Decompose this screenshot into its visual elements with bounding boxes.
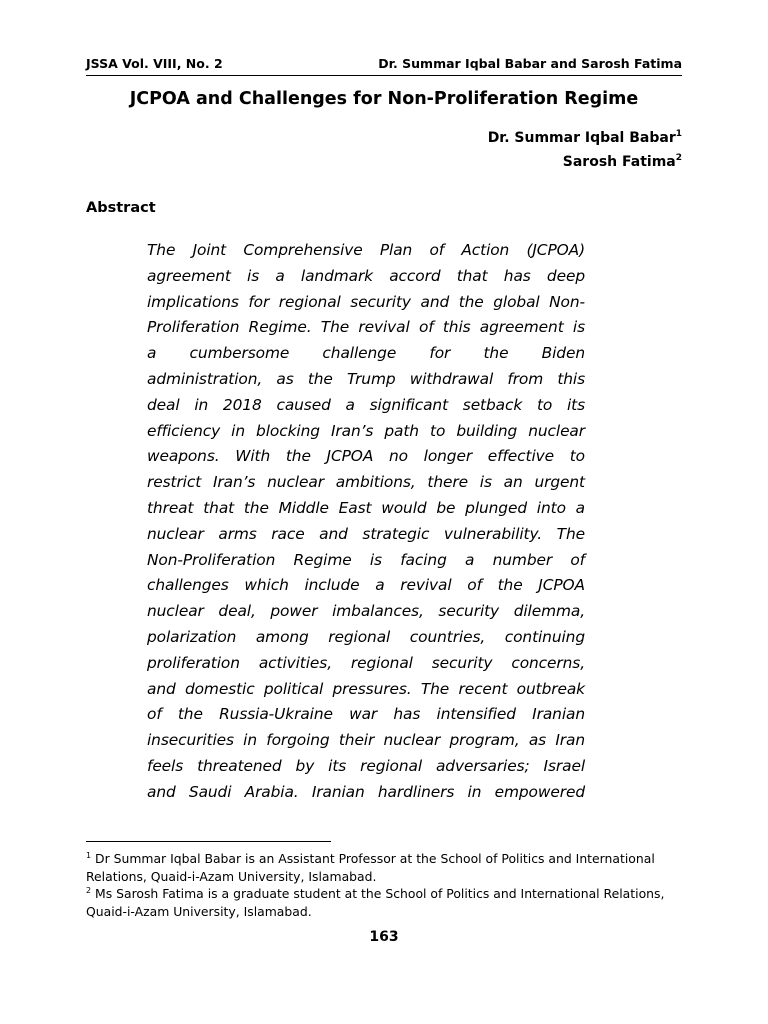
abstract-line: of the Russia-Ukraine war has intensified Iranian — [147, 705, 585, 724]
footnote-1-mark: 1 — [86, 851, 92, 860]
running-head-journal: JSSA Vol. VIII, No. 2 — [86, 56, 223, 71]
footnote-divider — [86, 841, 331, 842]
author-2-name: Sarosh Fatima — [562, 154, 676, 170]
abstract-line: deal in 2018 caused a significant setback to its — [147, 395, 585, 414]
abstract-body — [147, 238, 585, 806]
abstract-line: a cumbersome challenge for the Biden — [147, 344, 585, 363]
author-1-footnote-mark: 1 — [675, 129, 682, 139]
running-head-authors: Dr. Summar Iqbal Babar and Sarosh Fatima — [378, 56, 682, 71]
abstract-line: agreement is a landmark accord that has deep — [147, 266, 585, 285]
abstract-line: administration, as the Trump withdrawal from this — [147, 369, 585, 388]
abstract-line: Proliferation Regime. The revival of this agreement is — [147, 318, 585, 337]
abstract-line: weapons. With the JCPOA no longer effective to — [147, 447, 585, 466]
author-1 — [488, 126, 682, 150]
page-number: 163 — [369, 929, 399, 945]
abstract-line: insecurities in forgoing their nuclear program, as Iran — [147, 731, 585, 750]
footnote-1 — [86, 850, 686, 885]
abstract-heading: Abstract — [86, 200, 156, 216]
abstract-line: efficiency in blocking Iran’s path to building nuclear — [147, 421, 585, 440]
footnote-2-text: Ms Sarosh Fatima is a graduate student at the School of Politics and International Relations, Quaid-i-Azam University, Islamabad. — [86, 886, 665, 919]
abstract-line: restrict Iran’s nuclear ambitions, there is an urgent — [147, 473, 585, 492]
author-list — [488, 126, 682, 174]
abstract-line: nuclear deal, power imbalances, security dilemma, — [147, 602, 585, 621]
abstract-line: and Saudi Arabia. Iranian hardliners in empowered — [147, 782, 585, 801]
footnote-1-text: Dr Summar Iqbal Babar is an Assistant Professor at the School of Politics and International Relations, Quaid-i-Azam University, Islamabad. — [86, 851, 655, 884]
abstract-line: feels threatened by its regional adversaries; Israel — [147, 756, 585, 775]
abstract-line: polarization among regional countries, continuing — [147, 627, 585, 646]
author-2-footnote-mark: 2 — [675, 153, 682, 163]
abstract-line: nuclear arms race and strategic vulnerability. The — [147, 524, 585, 543]
article-title: JCPOA and Challenges for Non-Proliferation Regime — [129, 89, 639, 109]
abstract-line: and domestic political pressures. The recent outbreak — [147, 679, 585, 698]
abstract-line: The Joint Comprehensive Plan of Action (JCPOA) — [147, 241, 585, 259]
footnote-2-mark: 2 — [86, 886, 92, 895]
abstract-line: Non-Proliferation Regime is facing a number of — [147, 550, 585, 569]
abstract-line: proliferation activities, regional security concerns, — [147, 653, 585, 672]
abstract-line: challenges which include a revival of the JCPOA — [147, 576, 585, 595]
running-head — [86, 56, 682, 76]
footnote-2 — [86, 885, 686, 920]
abstract-line: threat that the Middle East would be plunged into a — [147, 498, 585, 517]
author-1-name: Dr. Summar Iqbal Babar — [487, 130, 676, 146]
author-2 — [488, 150, 682, 174]
footnotes — [86, 850, 686, 920]
abstract-line: implications for regional security and the global Non- — [147, 292, 585, 311]
